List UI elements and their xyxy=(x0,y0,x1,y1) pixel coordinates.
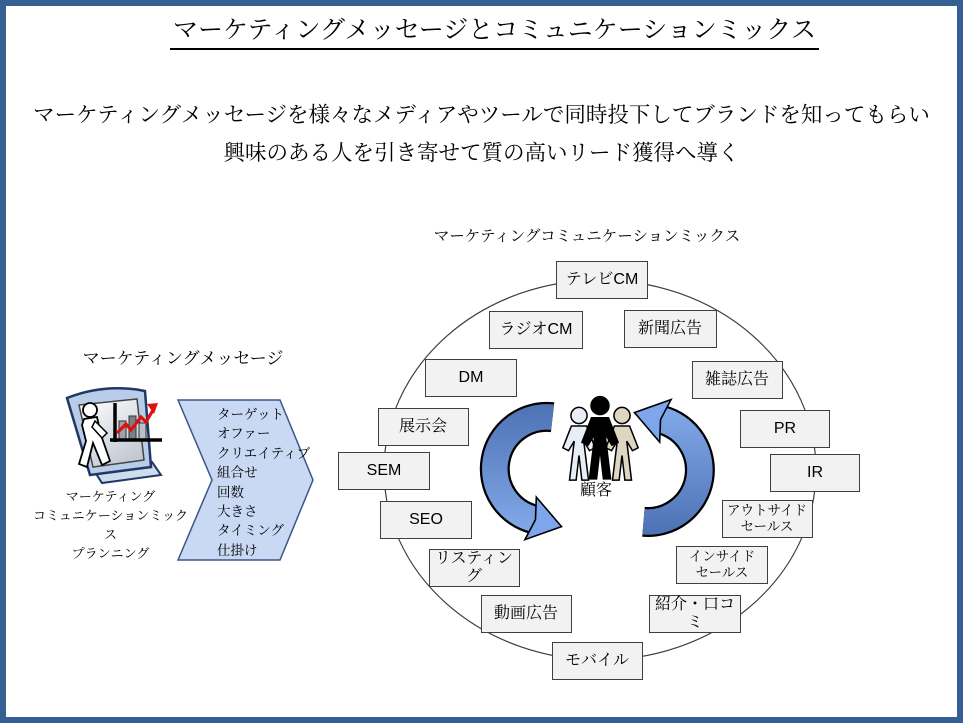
chevron-item: 大きさ xyxy=(217,504,258,520)
mix-node xyxy=(481,595,572,633)
planning-caption-line-2: コミュニケーションミックス xyxy=(33,508,188,542)
marketing-message-label: マーケティングメッセージ xyxy=(82,349,284,368)
mix-ring xyxy=(384,280,816,660)
chevron-item: 組合せ xyxy=(217,465,258,481)
planning-caption xyxy=(33,487,188,563)
mix-node-label: 展示会 xyxy=(398,418,447,435)
mix-node-label: アウトサイド xyxy=(726,502,808,518)
mix-node xyxy=(429,549,520,587)
mix-node xyxy=(556,261,648,299)
mix-node-label: 新聞広告 xyxy=(637,320,702,337)
mix-node xyxy=(676,546,768,584)
mix-node-label: DM xyxy=(458,369,484,386)
chevron-item-list xyxy=(217,405,312,560)
mix-node xyxy=(338,452,430,490)
planning-caption-line-3: プランニング xyxy=(71,546,150,561)
mix-node xyxy=(378,408,469,446)
mix-node xyxy=(770,454,860,492)
subtitle-line-2: 興味のある人を引き寄せて質の高いリード獲得へ導く xyxy=(223,141,740,165)
planning-caption-line-1: マーケティング xyxy=(65,489,156,504)
chevron-item: 仕掛け xyxy=(217,542,258,558)
mix-node-label: 動画広告 xyxy=(493,605,558,622)
presenter-screen-chart-icon xyxy=(67,388,162,483)
chevron-item: タイミング xyxy=(217,523,284,539)
mix-node xyxy=(624,310,717,348)
mix-node-label: インサイド xyxy=(688,548,756,564)
mix-node-label: SEM xyxy=(366,462,402,479)
mix-node-label: テレビCM xyxy=(565,271,639,288)
customer-label: 顧客 xyxy=(579,482,612,499)
mix-node-label: SEO xyxy=(409,511,443,528)
mix-node-label: ラジオCM xyxy=(499,321,573,338)
mix-node-label: 雑誌広告 xyxy=(704,371,769,388)
mix-node-label: セールス xyxy=(740,519,794,534)
mix-node xyxy=(692,361,783,399)
mix-heading-label: マーケティングコミュニケーションミックス xyxy=(433,228,741,245)
mix-node-label: セールス xyxy=(695,565,749,580)
page-title-text: マーケティングメッセージとコミュニケーションミックス xyxy=(170,15,819,50)
mix-node xyxy=(552,642,643,680)
mix-node xyxy=(649,595,741,633)
chevron-item: ターゲット xyxy=(217,407,284,422)
mix-node xyxy=(722,500,813,538)
page-title xyxy=(26,15,963,50)
mix-node xyxy=(425,359,517,397)
chevron-item: クリエイティブ xyxy=(217,445,311,461)
circular-arrow-right-icon xyxy=(629,391,700,522)
mix-node-label: モバイル xyxy=(564,652,629,669)
people-group-icon xyxy=(563,396,638,480)
chevron-item: オファー xyxy=(217,426,271,442)
mix-node xyxy=(380,501,472,539)
chevron-item: 回数 xyxy=(217,484,244,500)
mix-node-label: PR xyxy=(773,420,797,437)
mix-node-label: 紹介・口コミ xyxy=(654,596,735,631)
mix-node-label: リスティング xyxy=(434,550,514,585)
mix-node-label: IR xyxy=(807,464,823,481)
mix-node xyxy=(489,311,583,349)
subtitle-line-1: マーケティングメッセージを様々なメディアやツールで同時投下してブランドを知ってもらい xyxy=(33,103,930,127)
mix-node xyxy=(740,410,830,448)
page-subtitle xyxy=(0,96,963,172)
